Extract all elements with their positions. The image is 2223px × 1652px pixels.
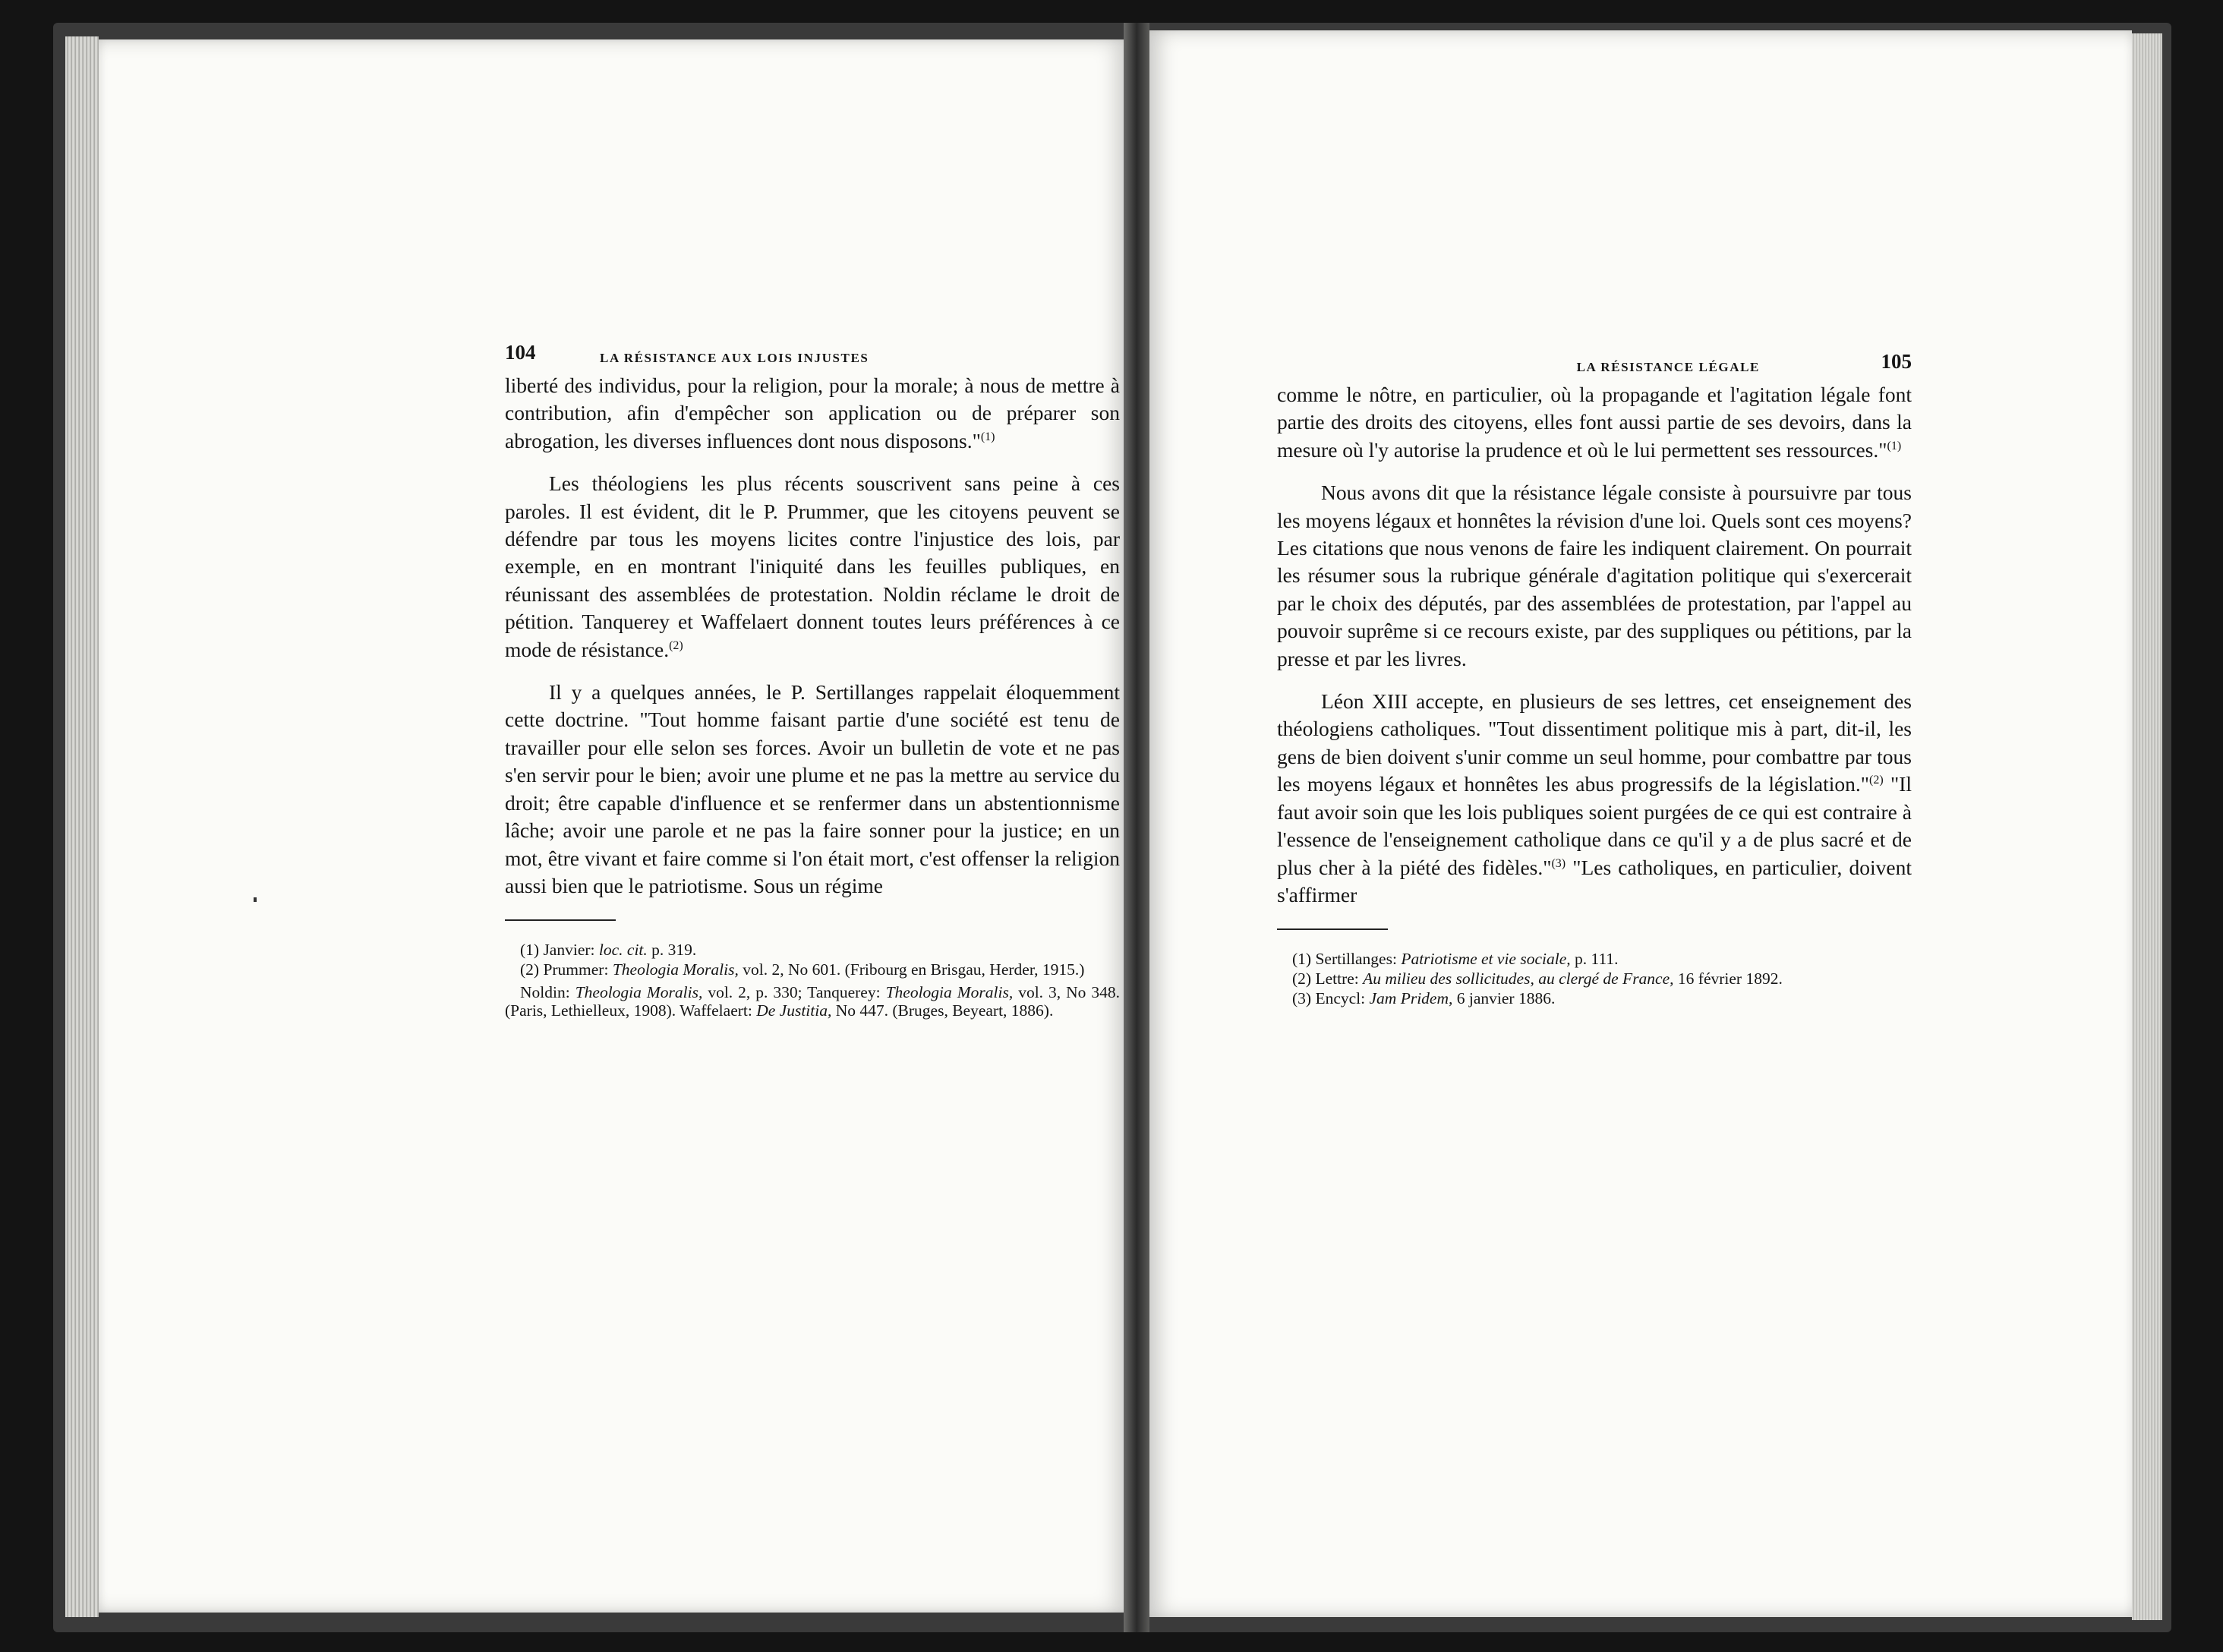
- footnote: (2) Lettre: Au milieu des sollicitudes, au clergé de France, 16 février 1892.: [1292, 969, 1783, 988]
- paragraph: comme le nôtre, en particulier, où la propagande et l'agitation légale font partie des droits des citoyens, elles font aussi partie de ses devoirs, dans la mesure où l'y autorise la prudence et où le lui permettent ses ressources."$^{(1)}$: [1277, 383, 1912, 462]
- running-head: LA RÉSISTANCE LÉGALE: [1576, 360, 1760, 374]
- paragraph: Il y a quelques années, le P. Sertillanges rappelait éloquemment cette doctrine. "Tout homme faisant partie d'une société est tenu de travailler pour elle selon ses forces. Avoir un bulletin de vote et ne pas s'en servir pour le bien; avoir une plume et ne pas la mettre au service du droit; être capable d'influence et se renfermer dans un abstentionnisme lâche; avoir une parole et ne pas la faire sonner pour la justice; en un mot, être vivant et faire comme si l'on était mort, c'est offenser la religion aussi bien que le patriotisme. Sous un régime: [505, 680, 1120, 897]
- footnote: (1) Janvier: loc. cit. p. 319.: [520, 941, 697, 960]
- right-page: [1145, 30, 2132, 1617]
- page-number: 104: [505, 341, 536, 364]
- footnote-ref: (2): [669, 638, 683, 652]
- footnote: (1) Sertillanges: Patriotisme et vie sociale, p. 111.: [1292, 950, 1619, 969]
- margin-mark: [254, 897, 257, 902]
- left-text-block: [505, 339, 1120, 1021]
- footnote-ref: (2): [1869, 774, 1884, 787]
- running-head: LA RÉSISTANCE AUX LOIS INJUSTES: [600, 351, 869, 365]
- paragraph: Nous avons dit que la résistance légale consiste à poursuivre par tous les moyens légaux et honnêtes la révision d'une loi. Quels sont ces moyens? Les citations que nous venons de faire les indiquent clairement. On pourrait les résumer sous la rubrique générale d'agitation politique qui s'exercerait par le choix des députés, par des assemblées de protestation, par l'appel au pouvoir suprême si ce recours existe, par des suppliques ou pétitions, par la presse et par les livres.: [1277, 481, 1912, 670]
- paragraph: liberté des individus, pour la religion, pour la morale; à nous de mettre à contribution, afin d'empêcher son application ou de préparer son abrogation, les diverses influences dont nous disposons."$^{(1)}$: [505, 374, 1120, 452]
- footnotes: [1277, 950, 1912, 1007]
- paragraph: Léon XIII accepte, en plusieurs de ses lettres, cet enseignement des théologiens catholiques. "Tout dissentiment politique mis à part, dit-il, les gens de bien doivent s'unir comme un seul homme, pour combattre par tous les moyens légaux et honnêtes les abus progressifs de la législation."$^{(2)}$ "Il faut avoir soin que les lois publiques soient purgées de ce qui est contraire à l'essence de l'enseignement catholique dans ce qu'il y a de plus sacré et de plus cher à la piété des fidèles."$^{(3)}$ "Les catholiques, en particulier, doivent s'affirmer: [1277, 689, 1912, 906]
- footnote: (2) Prummer: Theologia Moralis, vol. 2, No 601. (Fribourg en Brisgau, Herder, 1915.): [520, 960, 1085, 979]
- page-number: 105: [1881, 350, 1912, 373]
- footnote-ref: (1): [980, 430, 995, 443]
- book-gutter: [1124, 23, 1149, 1632]
- footnote-ref: (3): [1551, 856, 1566, 870]
- left-page: [99, 39, 1130, 1613]
- right-text-block: [1277, 348, 1912, 1009]
- right-page-header: [1277, 348, 1912, 381]
- footnote-rule: [1277, 928, 1388, 930]
- footnote-rule: [505, 919, 616, 921]
- footnote-ref: (1): [1887, 439, 1902, 452]
- footnotes: [505, 941, 1120, 1020]
- left-page-edges: [65, 36, 99, 1617]
- footnote: Noldin: Theologia Moralis, vol. 2, p. 330; Tanquerey: Theologia Moralis, vol. 3, No 348. (Paris, Lethielleux, 1908). Waffelaert: De Justitia, No 447. (Bruges, Beyeart, 1886).: [505, 983, 1121, 1020]
- left-page-header: [505, 339, 1120, 372]
- footnote: (3) Encycl: Jam Pridem, 6 janvier 1886.: [1292, 989, 1556, 1008]
- paragraph: Les théologiens les plus récents souscrivent sans peine à ces paroles. Il est évident, dit le P. Prummer, que les citoyens peuvent se défendre par tous les moyens licites contre l'injustice des lois, par exemple, en en montrant l'iniquité dans les feuilles publiques, en réunissant des assemblées de protestation. Noldin réclame le droit de pétition. Tanquerey et Waffelaert donnent toutes leurs préférences à ce mode de résistance.$^{(2)}$: [505, 471, 1120, 661]
- right-page-edges: [2132, 33, 2162, 1620]
